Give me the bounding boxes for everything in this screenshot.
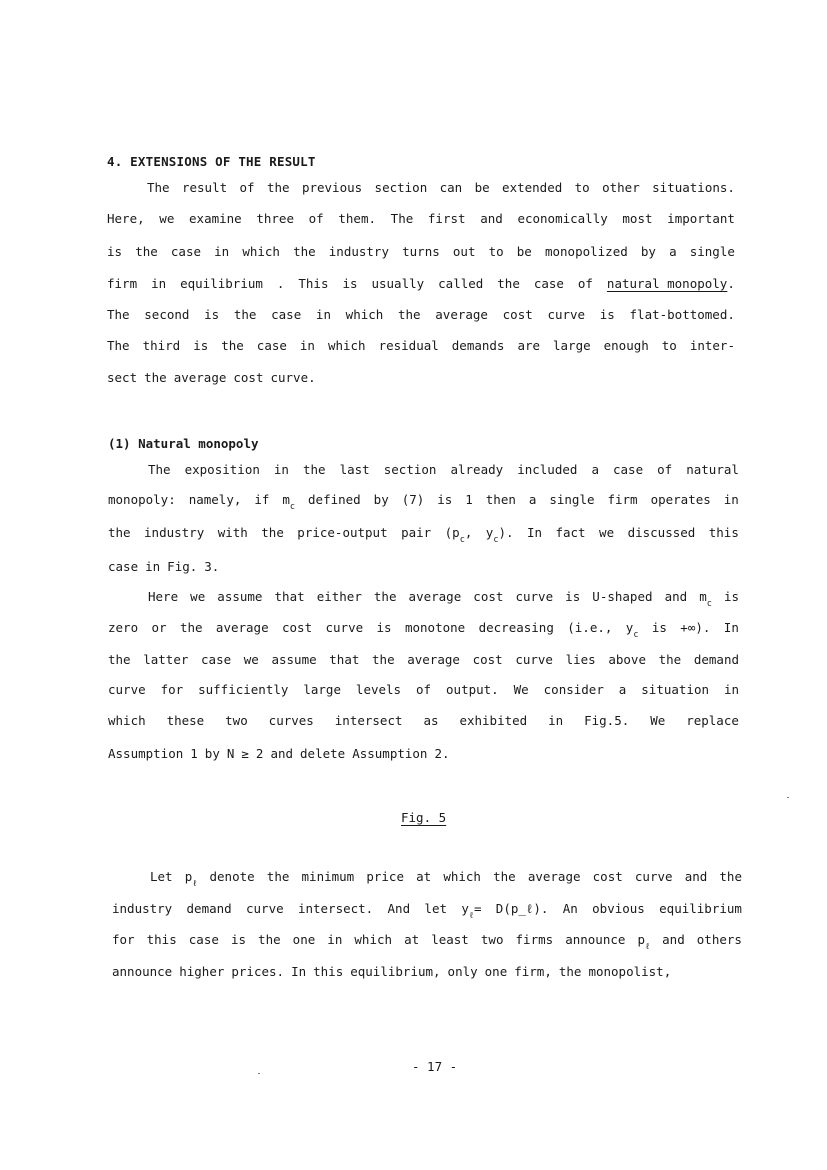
text-line: which these two curves intersect as exhibited in Fig.5. We replace	[108, 713, 739, 728]
scan-speck	[787, 797, 789, 798]
text-line: The result of the previous section can be extended to other situations.	[147, 180, 735, 195]
subsection-heading: (1) Natural monopoly	[108, 436, 259, 451]
section-heading: 4. EXTENSIONS OF THE RESULT	[107, 154, 316, 169]
text-line: curve for sufficiently large levels of output. We consider a situation in	[108, 682, 739, 697]
text-line: the latter case we assume that the average cost curve lies above the demand	[108, 652, 739, 667]
text-line: firm in equilibrium . This is usually called the case of natural monopoly.	[107, 274, 735, 294]
text-line: for this case is the one in which at least two firms announce $p_\ell$ and others	[112, 932, 742, 952]
text-line: Let $p_\ell$ denote the minimum price at which the average cost curve and the	[150, 869, 742, 889]
natural-monopoly-term: natural monopoly	[606, 276, 728, 291]
text-line: Here, we examine three of them. The first and economically most important	[107, 211, 735, 226]
text-line: sect the average cost curve.	[107, 370, 316, 385]
text-line: zero or the average cost curve is monotone decreasing (i.e., $y_c$ is +∞). In	[108, 620, 739, 640]
text-line: case in Fig. 3.	[108, 559, 220, 574]
text-line: monopoly: namely, if $m_c$ defined by (7) is 1 then a single firm operates in	[108, 492, 739, 512]
text-line: the industry with the price-output pair ($p_c$, $y_c$). In fact we discussed this	[108, 525, 739, 545]
text-line: industry demand curve intersect. And let $y_\ell=$ D(p_ℓ). An obvious equilibrium	[112, 901, 742, 921]
figure-label: Fig. 5	[401, 810, 447, 825]
text-line: announce higher prices. In this equilibrium, only one firm, the monopolist,	[112, 964, 672, 979]
text-line: The second is the case in which the average cost curve is flat-bottomed.	[107, 307, 735, 322]
text-line: Assumption 1 by N ≥ 2 and delete Assumption 2.	[108, 746, 450, 761]
text-line: The third is the case in which residual demands are large enough to inter-	[107, 338, 735, 353]
scan-speck	[258, 1073, 260, 1074]
text-line: The exposition in the last section already included a case of natural	[148, 462, 739, 477]
page-number: - 17 -	[412, 1059, 458, 1074]
text-line: is the case in which the industry turns out to be monopolized by a single	[107, 244, 735, 259]
text-line: Here we assume that either the average cost curve is U-shaped and $m_c$ is	[148, 589, 739, 609]
